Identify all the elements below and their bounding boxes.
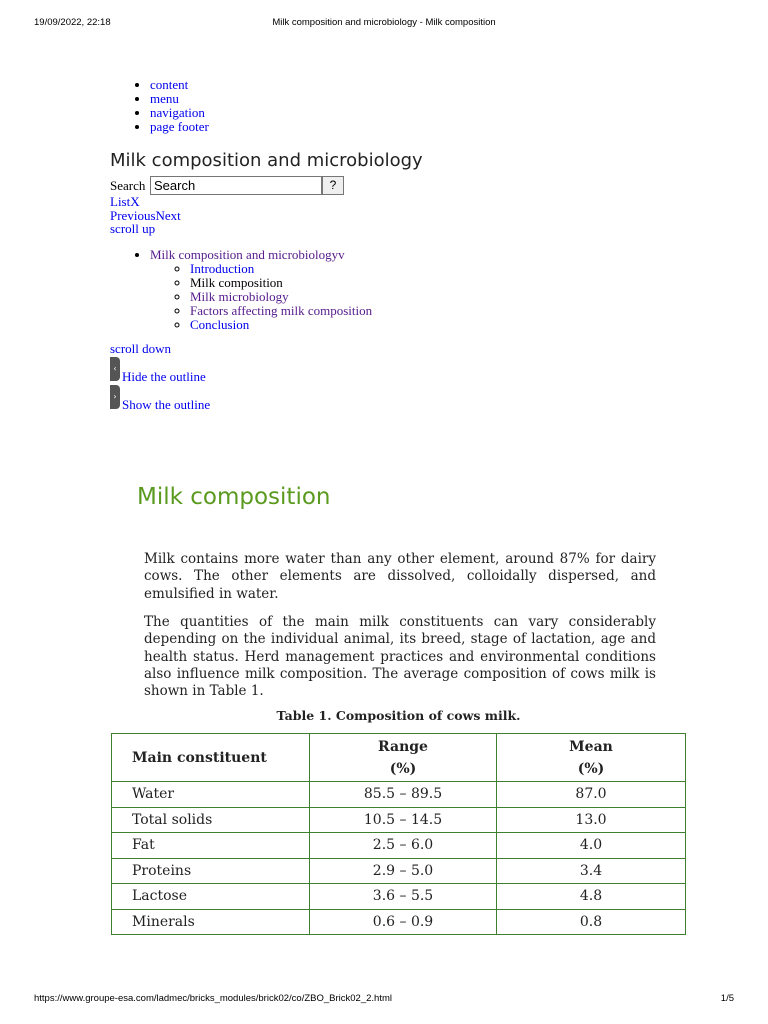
cell-range: 2.5 – 6.0	[310, 833, 497, 859]
header-range-unit: (%)	[389, 760, 417, 777]
scroll-down-row	[110, 342, 171, 356]
outline	[110, 248, 372, 332]
table-caption: Table 1. Composition of cows milk.	[276, 708, 521, 723]
table-header-row	[112, 734, 686, 782]
outline-item	[190, 304, 372, 318]
header-range-label: Range	[378, 738, 428, 755]
cell-constituent: Proteins	[112, 858, 310, 884]
search-label: Search	[110, 178, 146, 193]
cell-range: 10.5 – 14.5	[310, 807, 497, 833]
skip-to-navigation-link[interactable]: navigation	[150, 105, 205, 120]
section-heading: Milk composition	[137, 484, 331, 510]
skip-to-content-link[interactable]: content	[150, 77, 189, 92]
cell-range: 0.6 – 0.9	[310, 909, 497, 935]
table-row	[112, 909, 686, 935]
list-controls	[110, 195, 140, 209]
cell-mean: 3.4	[497, 858, 686, 884]
header-constituent: Main constituent	[112, 734, 310, 782]
show-outline-link[interactable]: Show the outline	[122, 397, 211, 412]
skip-link-item	[150, 106, 209, 120]
cell-mean: 4.8	[497, 884, 686, 910]
cell-constituent: Total solids	[112, 807, 310, 833]
cell-range: 85.5 – 89.5	[310, 782, 497, 808]
cell-range: 3.6 – 5.5	[310, 884, 497, 910]
search-button[interactable]: ?	[322, 176, 344, 195]
cell-range: 2.9 – 5.0	[310, 858, 497, 884]
cell-mean: 0.8	[497, 909, 686, 935]
cell-constituent: Lactose	[112, 884, 310, 910]
header-mean	[497, 734, 686, 782]
print-header	[0, 17, 768, 31]
cell-mean: 87.0	[497, 782, 686, 808]
outline-link-conclusion[interactable]: Conclusion	[190, 317, 250, 332]
skip-link-item	[150, 78, 209, 92]
cell-constituent: Minerals	[112, 909, 310, 935]
table-row	[112, 884, 686, 910]
close-list-link[interactable]: X	[130, 194, 140, 209]
skip-link-item	[150, 120, 209, 134]
chevron-left-icon[interactable]: ‹	[110, 357, 120, 381]
outline-link-factors[interactable]: Factors affecting milk composition	[190, 303, 373, 318]
outline-item	[190, 290, 372, 304]
print-datetime: 19/09/2022, 22:18	[34, 17, 111, 28]
outline-item	[190, 276, 372, 290]
outline-item	[190, 318, 372, 332]
table-row	[112, 807, 686, 833]
previous-link[interactable]: Previous	[110, 208, 156, 223]
scroll-up-row	[110, 222, 155, 236]
outline-link-introduction[interactable]: Introduction	[190, 261, 255, 276]
print-page-number: 1/5	[720, 993, 734, 1004]
header-mean-unit: (%)	[577, 760, 605, 777]
outline-root-link[interactable]	[150, 247, 345, 262]
paragraph: The quantities of the main milk constituents can vary considerably depending on the individual animal, its breed, stage of lactation, age and health status. Herd management practices and environmental conditions also influence milk composition. The average composition of cows milk is shown in Table 1.	[144, 614, 656, 700]
header-range	[310, 734, 497, 782]
table-row	[112, 858, 686, 884]
scroll-up-link[interactable]: scroll up	[110, 221, 156, 236]
outline-root-item	[150, 248, 372, 332]
outline-root-label: Milk composition and microbiology	[150, 247, 339, 262]
cell-constituent: Water	[112, 782, 310, 808]
next-link[interactable]: Next	[155, 208, 181, 223]
hide-outline-link[interactable]: Hide the outline	[122, 369, 206, 384]
cell-constituent: Fat	[112, 833, 310, 859]
chevron-right-icon[interactable]: ›	[110, 385, 120, 409]
cell-mean: 4.0	[497, 833, 686, 859]
skip-link-item	[150, 92, 209, 106]
composition-table	[111, 733, 686, 935]
outline-current-milk-composition: Milk composition	[190, 275, 283, 290]
header-mean-label: Mean	[569, 738, 613, 755]
scroll-down-link[interactable]: scroll down	[110, 341, 172, 356]
outline-sublist	[150, 262, 372, 332]
outline-root-marker: v	[338, 247, 345, 262]
print-url: https://www.groupe-esa.com/ladmec/bricks_modules/brick02/co/ZBO_Brick02_2.html	[34, 993, 392, 1004]
skip-to-footer-link[interactable]: page footer	[150, 119, 209, 134]
paragraph: Milk contains more water than any other element, around 87% for dairy cows. The other elements are dissolved, colloidally dispersed, and emulsified in water.	[144, 551, 656, 602]
skip-to-menu-link[interactable]: menu	[150, 91, 179, 106]
skip-links	[110, 78, 209, 134]
outline-item	[190, 262, 372, 276]
print-footer	[0, 993, 768, 1007]
table-row	[112, 782, 686, 808]
search-input[interactable]	[150, 176, 322, 195]
cell-mean: 13.0	[497, 807, 686, 833]
outline-link-milk-microbiology[interactable]: Milk microbiology	[190, 289, 289, 304]
print-title: Milk composition and microbiology - Milk composition	[272, 17, 496, 28]
site-title: Milk composition and microbiology	[110, 150, 423, 171]
table-row	[112, 833, 686, 859]
list-link[interactable]: List	[110, 194, 131, 209]
